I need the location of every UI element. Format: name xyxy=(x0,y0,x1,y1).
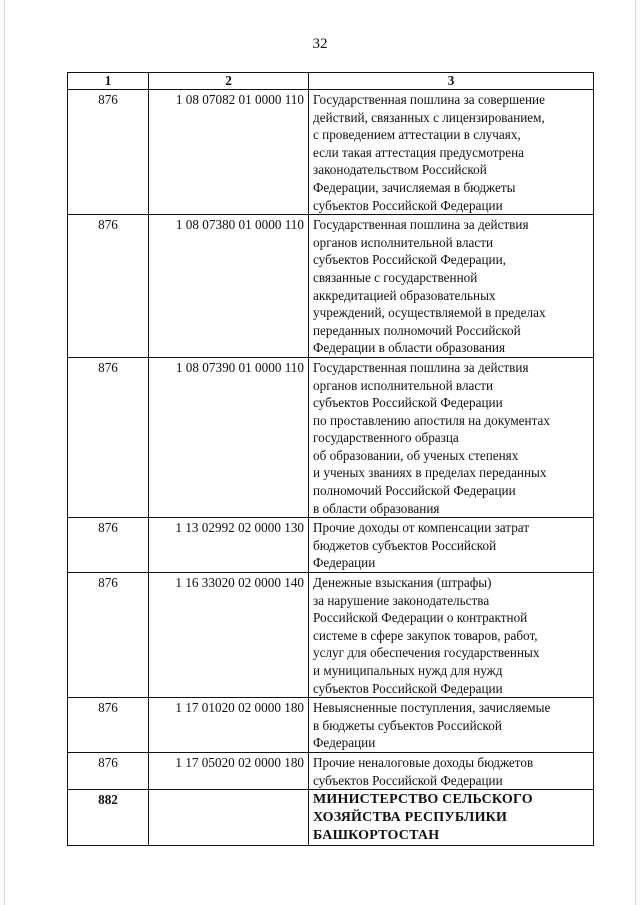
agency-code-cell: 876 xyxy=(68,752,149,789)
page-number: 32 xyxy=(312,36,328,52)
budget-code-cell: 1 16 33020 02 0000 140 xyxy=(149,573,309,698)
column-header-3: 3 xyxy=(309,73,594,90)
table-row xyxy=(68,573,594,698)
column-header-2: 2 xyxy=(149,73,309,90)
budget-revenue-table xyxy=(67,72,594,846)
budget-code-cell: 1 13 02992 02 0000 130 xyxy=(149,518,309,573)
agency-code-cell: 876 xyxy=(68,698,149,753)
agency-code-cell: 876 xyxy=(68,518,149,573)
revenue-description-cell: Государственная пошлина за действия органов исполнительной власти субъектов Российской Федерации, связанные с государственной аккредитацией образовательных учреждений, осуществляемой в пределах переданных полномочий Российской Федерации в области образования xyxy=(309,215,594,358)
table-row xyxy=(68,90,594,215)
revenue-description-cell: Прочие доходы от компенсации затрат бюджетов субъектов Российской Федерации xyxy=(309,518,594,573)
ministry-row xyxy=(68,790,594,846)
page-edge-right xyxy=(635,0,636,905)
budget-code-cell: 1 08 07082 01 0000 110 xyxy=(149,90,309,215)
table-row xyxy=(68,518,594,573)
table-header-row xyxy=(68,73,594,90)
revenue-description-cell: Прочие неналоговые доходы бюджетов субъектов Российской Федерации xyxy=(309,752,594,789)
revenue-description-cell: Государственная пошлина за совершение действий, связанных с лицензированием, с проведением аттестации в случаях, если такая аттестация предусмотрена законодательством Российской Федерации, зачисляемая в бюджеты субъектов Российской Федерации xyxy=(309,90,594,215)
table-row xyxy=(68,215,594,358)
column-header-1: 1 xyxy=(68,73,149,90)
agency-code-cell: 876 xyxy=(68,357,149,517)
budget-code-cell: 1 17 05020 02 0000 180 xyxy=(149,752,309,789)
revenue-description-cell: Невыясненные поступления, зачисляемые в бюджеты субъектов Российской Федерации xyxy=(309,698,594,753)
budget-code-cell: 1 08 07380 01 0000 110 xyxy=(149,215,309,358)
revenue-description-cell: Государственная пошлина за действия органов исполнительной власти субъектов Российской Федерации по проставлению апостиля на документах государственного образца об образовании, об ученых степенях и ученых званиях в пределах переданных полномочий Российской Федерации в области образования xyxy=(309,357,594,517)
agency-code-cell: 876 xyxy=(68,90,149,215)
budget-code-cell xyxy=(149,790,309,846)
budget-code-cell: 1 08 07390 01 0000 110 xyxy=(149,357,309,517)
table-row xyxy=(68,357,594,517)
page-edge-left xyxy=(4,0,5,905)
ministry-name-cell: МИНИСТЕРСТВО СЕЛЬСКОГО ХОЗЯЙСТВА РЕСПУБЛИКИ БАШКОРТОСТАН xyxy=(309,790,594,846)
agency-code-cell: 882 xyxy=(68,790,149,846)
table-row xyxy=(68,698,594,753)
agency-code-cell: 876 xyxy=(68,573,149,698)
revenue-description-cell: Денежные взыскания (штрафы) за нарушение законодательства Российской Федерации о контрактной системе в сфере закупок товаров, работ, услуг для обеспечения государственных и муниципальных нужд для нужд субъектов Российской Федерации xyxy=(309,573,594,698)
table-row xyxy=(68,752,594,789)
budget-code-cell: 1 17 01020 02 0000 180 xyxy=(149,698,309,753)
agency-code-cell: 876 xyxy=(68,215,149,358)
